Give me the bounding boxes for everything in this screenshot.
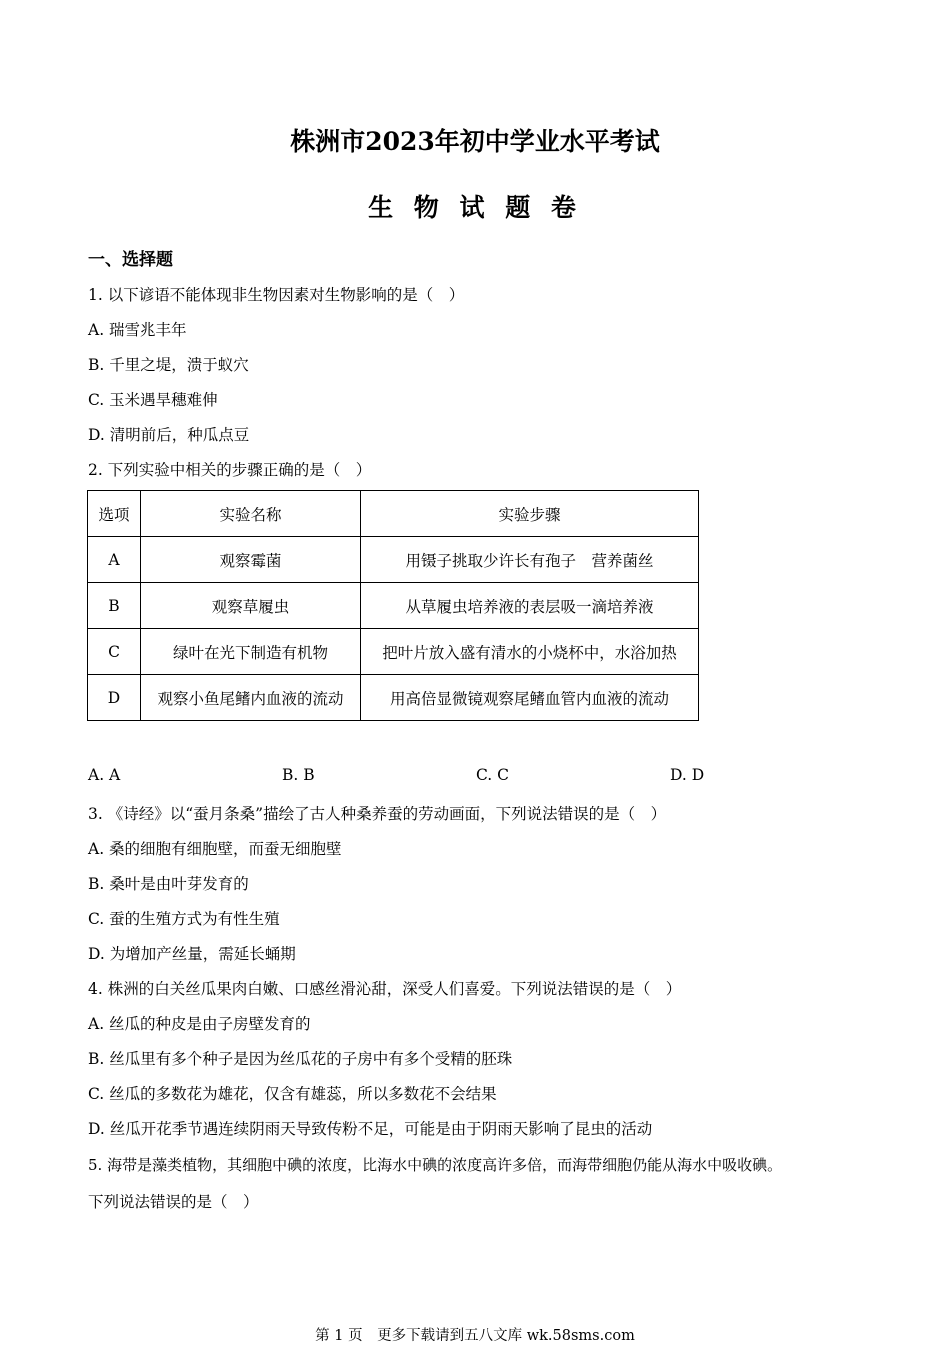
table-header-cell: 实验名称 [141, 491, 361, 537]
table-cell: 观察草履虫 [141, 583, 361, 629]
table-cell: D [88, 675, 141, 721]
table-row [88, 583, 699, 629]
question-2-option-d: D. D [670, 766, 705, 784]
question-5-stem-continued: 下列说法错误的是（ ） [88, 1193, 259, 1211]
question-1-stem: 1. 以下谚语不能体现非生物因素对生物影响的是（ ） [88, 286, 465, 304]
question-4-option-d: D. 丝瓜开花季节遇连续阴雨天导致传粉不足，可能是由于阴雨天影响了昆虫的活动 [88, 1120, 653, 1138]
exam-title: 株洲市2023年初中学业水平考试 [290, 127, 660, 156]
question-4-stem: 4. 株洲的白关丝瓜果肉白嫩、口感丝滑沁甜，深受人们喜爱。下列说法错误的是（ ） [88, 980, 682, 998]
question-1-option-a: A. 瑞雪兆丰年 [88, 321, 187, 339]
table-cell: 观察小鱼尾鳍内血液的流动 [141, 675, 361, 721]
question-2-option-c: C. C [476, 766, 510, 784]
question-4-option-c: C. 丝瓜的多数花为雄花，仅含有雄蕊，所以多数花不会结果 [88, 1085, 497, 1103]
table-cell: B [88, 583, 141, 629]
question-3-option-c: C. 蚕的生殖方式为有性生殖 [88, 910, 280, 928]
experiment-table [87, 490, 699, 721]
table-header-cell: 实验步骤 [361, 491, 699, 537]
exam-subtitle: 生 物 试 题 卷 [368, 193, 582, 222]
table-cell: 用高倍显微镜观察尾鳍血管内血液的流动 [361, 675, 699, 721]
question-3-option-d: D. 为增加产丝量，需延长蛹期 [88, 945, 296, 963]
question-1-option-c: C. 玉米遇旱穗难伸 [88, 391, 218, 409]
question-4-option-a: A. 丝瓜的种皮是由子房壁发育的 [88, 1015, 311, 1033]
question-1-option-d: D. 清明前后，种瓜点豆 [88, 426, 250, 444]
table-cell: 从草履虫培养液的表层吸一滴培养液 [361, 583, 699, 629]
question-2-stem: 2. 下列实验中相关的步骤正确的是（ ） [88, 461, 372, 479]
table-row [88, 629, 699, 675]
table-cell: C [88, 629, 141, 675]
question-1-option-b: B. 千里之堤，溃于蚁穴 [88, 356, 249, 374]
table-cell: A [88, 537, 141, 583]
table-cell: 观察霉菌 [141, 537, 361, 583]
table-cell: 用镊子挑取少许长有孢子 营养菌丝 [361, 537, 699, 583]
question-3-option-a: A. 桑的细胞有细胞壁，而蚕无细胞壁 [88, 840, 342, 858]
table-header-row [88, 491, 699, 537]
page-footer: 第 1 页 更多下载请到五八文库 wk.58sms.com [315, 1328, 635, 1344]
question-4-option-b: B. 丝瓜里有多个种子是因为丝瓜花的子房中有多个受精的胚珠 [88, 1050, 513, 1068]
section-heading: 一、选择题 [88, 250, 173, 270]
question-3-option-b: B. 桑叶是由叶芽发育的 [88, 875, 249, 893]
question-3-stem: 3. 《诗经》以“蚕月条桑”描绘了古人种桑养蚕的劳动画面，下列说法错误的是（ ） [88, 805, 667, 823]
table-cell: 把叶片放入盛有清水的小烧杯中，水浴加热 [361, 629, 699, 675]
table-row [88, 537, 699, 583]
table-cell: 绿叶在光下制造有机物 [141, 629, 361, 675]
table-row [88, 675, 699, 721]
question-2-option-a: A. A [88, 766, 121, 784]
question-2-option-b: B. B [282, 766, 315, 784]
question-5-stem: 5. 海带是藻类植物，其细胞中碘的浓度，比海水中碘的浓度高许多倍，而海带细胞仍能从海水中吸收碘。 [88, 1156, 783, 1174]
table-header-cell: 选项 [88, 491, 141, 537]
